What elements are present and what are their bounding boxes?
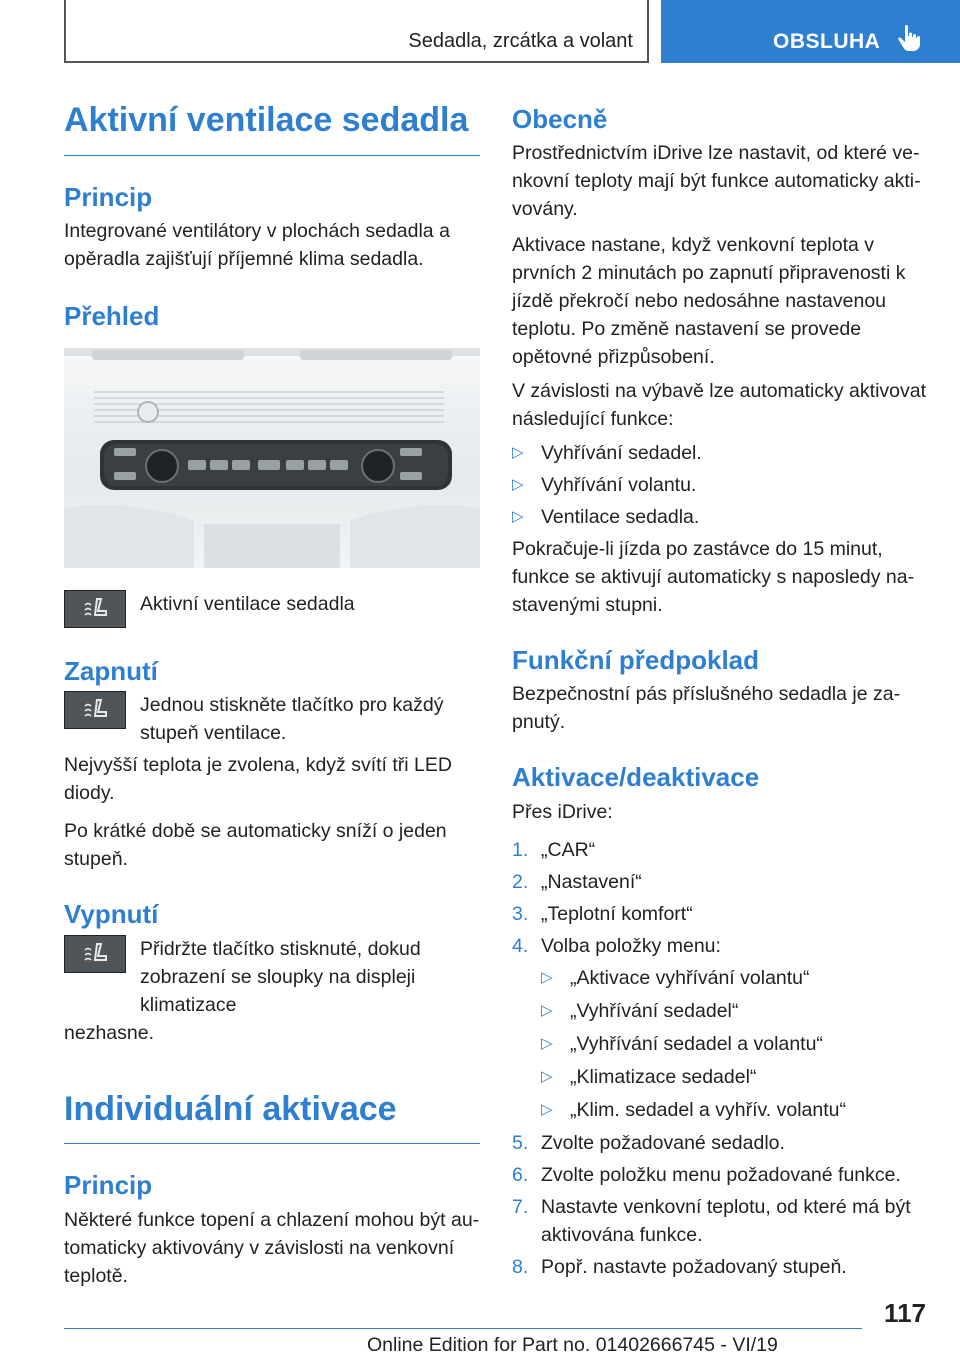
section-heading-individual: Individuální aktivace bbox=[64, 1089, 397, 1128]
vypnuti-text-end: nezhasne. bbox=[64, 1021, 154, 1044]
photo-caption: Aktivní ventilace sedadla bbox=[140, 593, 355, 616]
list-item: 3. „Teplotní komfort“ bbox=[512, 902, 693, 925]
bullet-list bbox=[512, 439, 930, 531]
predpoklad-text: Bezpečnostní pás příslušného sedadla je zapnutý. bbox=[512, 683, 901, 734]
seat-ventilation-button-icon bbox=[64, 935, 126, 973]
triangle-bullet-icon: ▷ bbox=[512, 444, 524, 462]
list-item: 2. „Nastavení“ bbox=[512, 870, 642, 893]
princip-2-text: Některé funkce topení a chlazení mohou být automaticky aktivovány v závislosti na venkovní teplotě. bbox=[64, 1208, 480, 1287]
triangle-bullet-icon: ▷ bbox=[541, 1067, 553, 1085]
right-column bbox=[512, 100, 930, 1285]
heading-princip-2: Princip bbox=[64, 1170, 153, 1201]
sub-options-list bbox=[512, 964, 930, 1124]
list-item: 1. „CAR“ bbox=[512, 838, 596, 861]
steps-list bbox=[512, 836, 930, 1281]
list-item: ▷ „Vyhřívání sedadel“ bbox=[541, 997, 930, 1025]
page-number: 117 bbox=[884, 1298, 926, 1328]
climate-panel-photo bbox=[64, 348, 480, 568]
list-item: 5. Zvolte požadované sedadlo. bbox=[512, 1131, 785, 1154]
triangle-bullet-icon: ▷ bbox=[541, 1100, 553, 1118]
heading-rule bbox=[64, 1143, 480, 1144]
list-item: 4. Volba položky menu: bbox=[512, 934, 721, 957]
list-item: ▷ „Aktivace vyhřívání volantu“ bbox=[541, 964, 930, 992]
list-item: 7. Nastavte venkovní teplotu, od které má být aktivována funkce. bbox=[512, 1195, 911, 1246]
footer-rule bbox=[64, 1328, 862, 1329]
triangle-bullet-icon: ▷ bbox=[512, 476, 524, 494]
heading-zapnuti: Zapnutí bbox=[64, 656, 158, 687]
obecne-text-1: Prostřednictvím iDrive lze nastavit, od které venkovní teploty mají být funkce automaticky aktivovány. bbox=[512, 142, 921, 221]
list-item: ▷ „Klimatizace sedadel“ bbox=[541, 1063, 930, 1091]
triangle-bullet-icon: ▷ bbox=[512, 508, 524, 526]
list-item: ▷ Vyhřívání volantu. bbox=[512, 471, 930, 499]
heading-predpoklad: Funkční předpoklad bbox=[512, 645, 760, 676]
obecne-text-3: V závislosti na výbavě lze automaticky aktivovat následující funkce: bbox=[512, 380, 927, 431]
left-column bbox=[64, 100, 480, 1290]
triangle-bullet-icon: ▷ bbox=[541, 1001, 553, 1019]
heading-obecne: Obecně bbox=[512, 104, 608, 134]
zapnuti-text-3: Po krátké době se automaticky sníží o jeden stupeň. bbox=[64, 820, 447, 871]
obecne-text-4: Pokračuje-li jízda po zastávce do 15 minut, funkce se aktivují automaticky s naposledy nastavenými stupni. bbox=[512, 538, 915, 617]
heading-vypnuti: Vypnutí bbox=[64, 899, 159, 930]
list-item: ▷ Ventilace sedadla. bbox=[512, 503, 930, 531]
caption-row bbox=[64, 590, 480, 628]
list-item: ▷ „Vyhřívání sedadel a volantu“ bbox=[541, 1030, 930, 1058]
header-section-box bbox=[64, 0, 649, 63]
seat-ventilation-button-icon bbox=[64, 691, 126, 729]
zapnuti-row bbox=[64, 691, 480, 747]
vypnuti-text: Přidržte tlačítko stisknuté, dokud zobrazení se sloupky na displeji klimatizace bbox=[140, 937, 421, 1016]
hand-pointer-icon bbox=[897, 24, 921, 57]
obecne-text-2: Aktivace nastane, když venkovní teplota v prvních 2 minutách po zapnutí připravenosti k jízdě překročí nebo nedosáhne nastavenou teplotu. Po změně nastavení se provede opětovné přizpůsobení. bbox=[512, 234, 906, 369]
triangle-bullet-icon: ▷ bbox=[541, 968, 553, 986]
heading-rule bbox=[64, 155, 480, 156]
zapnuti-text: Jednou stiskněte tlačítko pro každý stupeň ventilace. bbox=[140, 694, 444, 745]
seat-ventilation-button-icon bbox=[64, 590, 126, 628]
zapnuti-text-2: Nejvyšší teplota je zvolena, když svítí tři LED diody. bbox=[64, 754, 452, 805]
heading-prehled: Přehled bbox=[64, 300, 160, 331]
section-heading-ventilation: Aktivní ventilace sedadla bbox=[64, 101, 469, 139]
tab-obsluha[interactable] bbox=[661, 0, 960, 63]
list-item: ▷ Vyhřívání sedadel. bbox=[512, 439, 930, 467]
edition-footer: Online Edition for Part no. 01402666745 - VI/19 bbox=[367, 1334, 778, 1356]
aktivace-intro: Přes iDrive: bbox=[512, 800, 613, 823]
section-title: Sedadla, zrcátka a volant bbox=[408, 30, 633, 52]
list-item: 6. Zvolte položku menu požadované funkce. bbox=[512, 1163, 901, 1186]
list-item: 8. Popř. nastavte požadovaný stupeň. bbox=[512, 1255, 847, 1278]
list-item: ▷ „Klim. sedadel a vyhřív. volantu“ bbox=[541, 1096, 930, 1124]
triangle-bullet-icon: ▷ bbox=[541, 1034, 553, 1052]
heading-princip: Princip bbox=[64, 181, 153, 212]
tab-label: OBSLUHA bbox=[773, 30, 881, 53]
vypnuti-row bbox=[64, 935, 480, 1019]
princip-text: Integrované ventilátory v plochách sedadla a opěradla zajišťují příjemné klima sedadla. bbox=[64, 219, 450, 270]
heading-aktivace: Aktivace/deaktivace bbox=[512, 762, 760, 793]
